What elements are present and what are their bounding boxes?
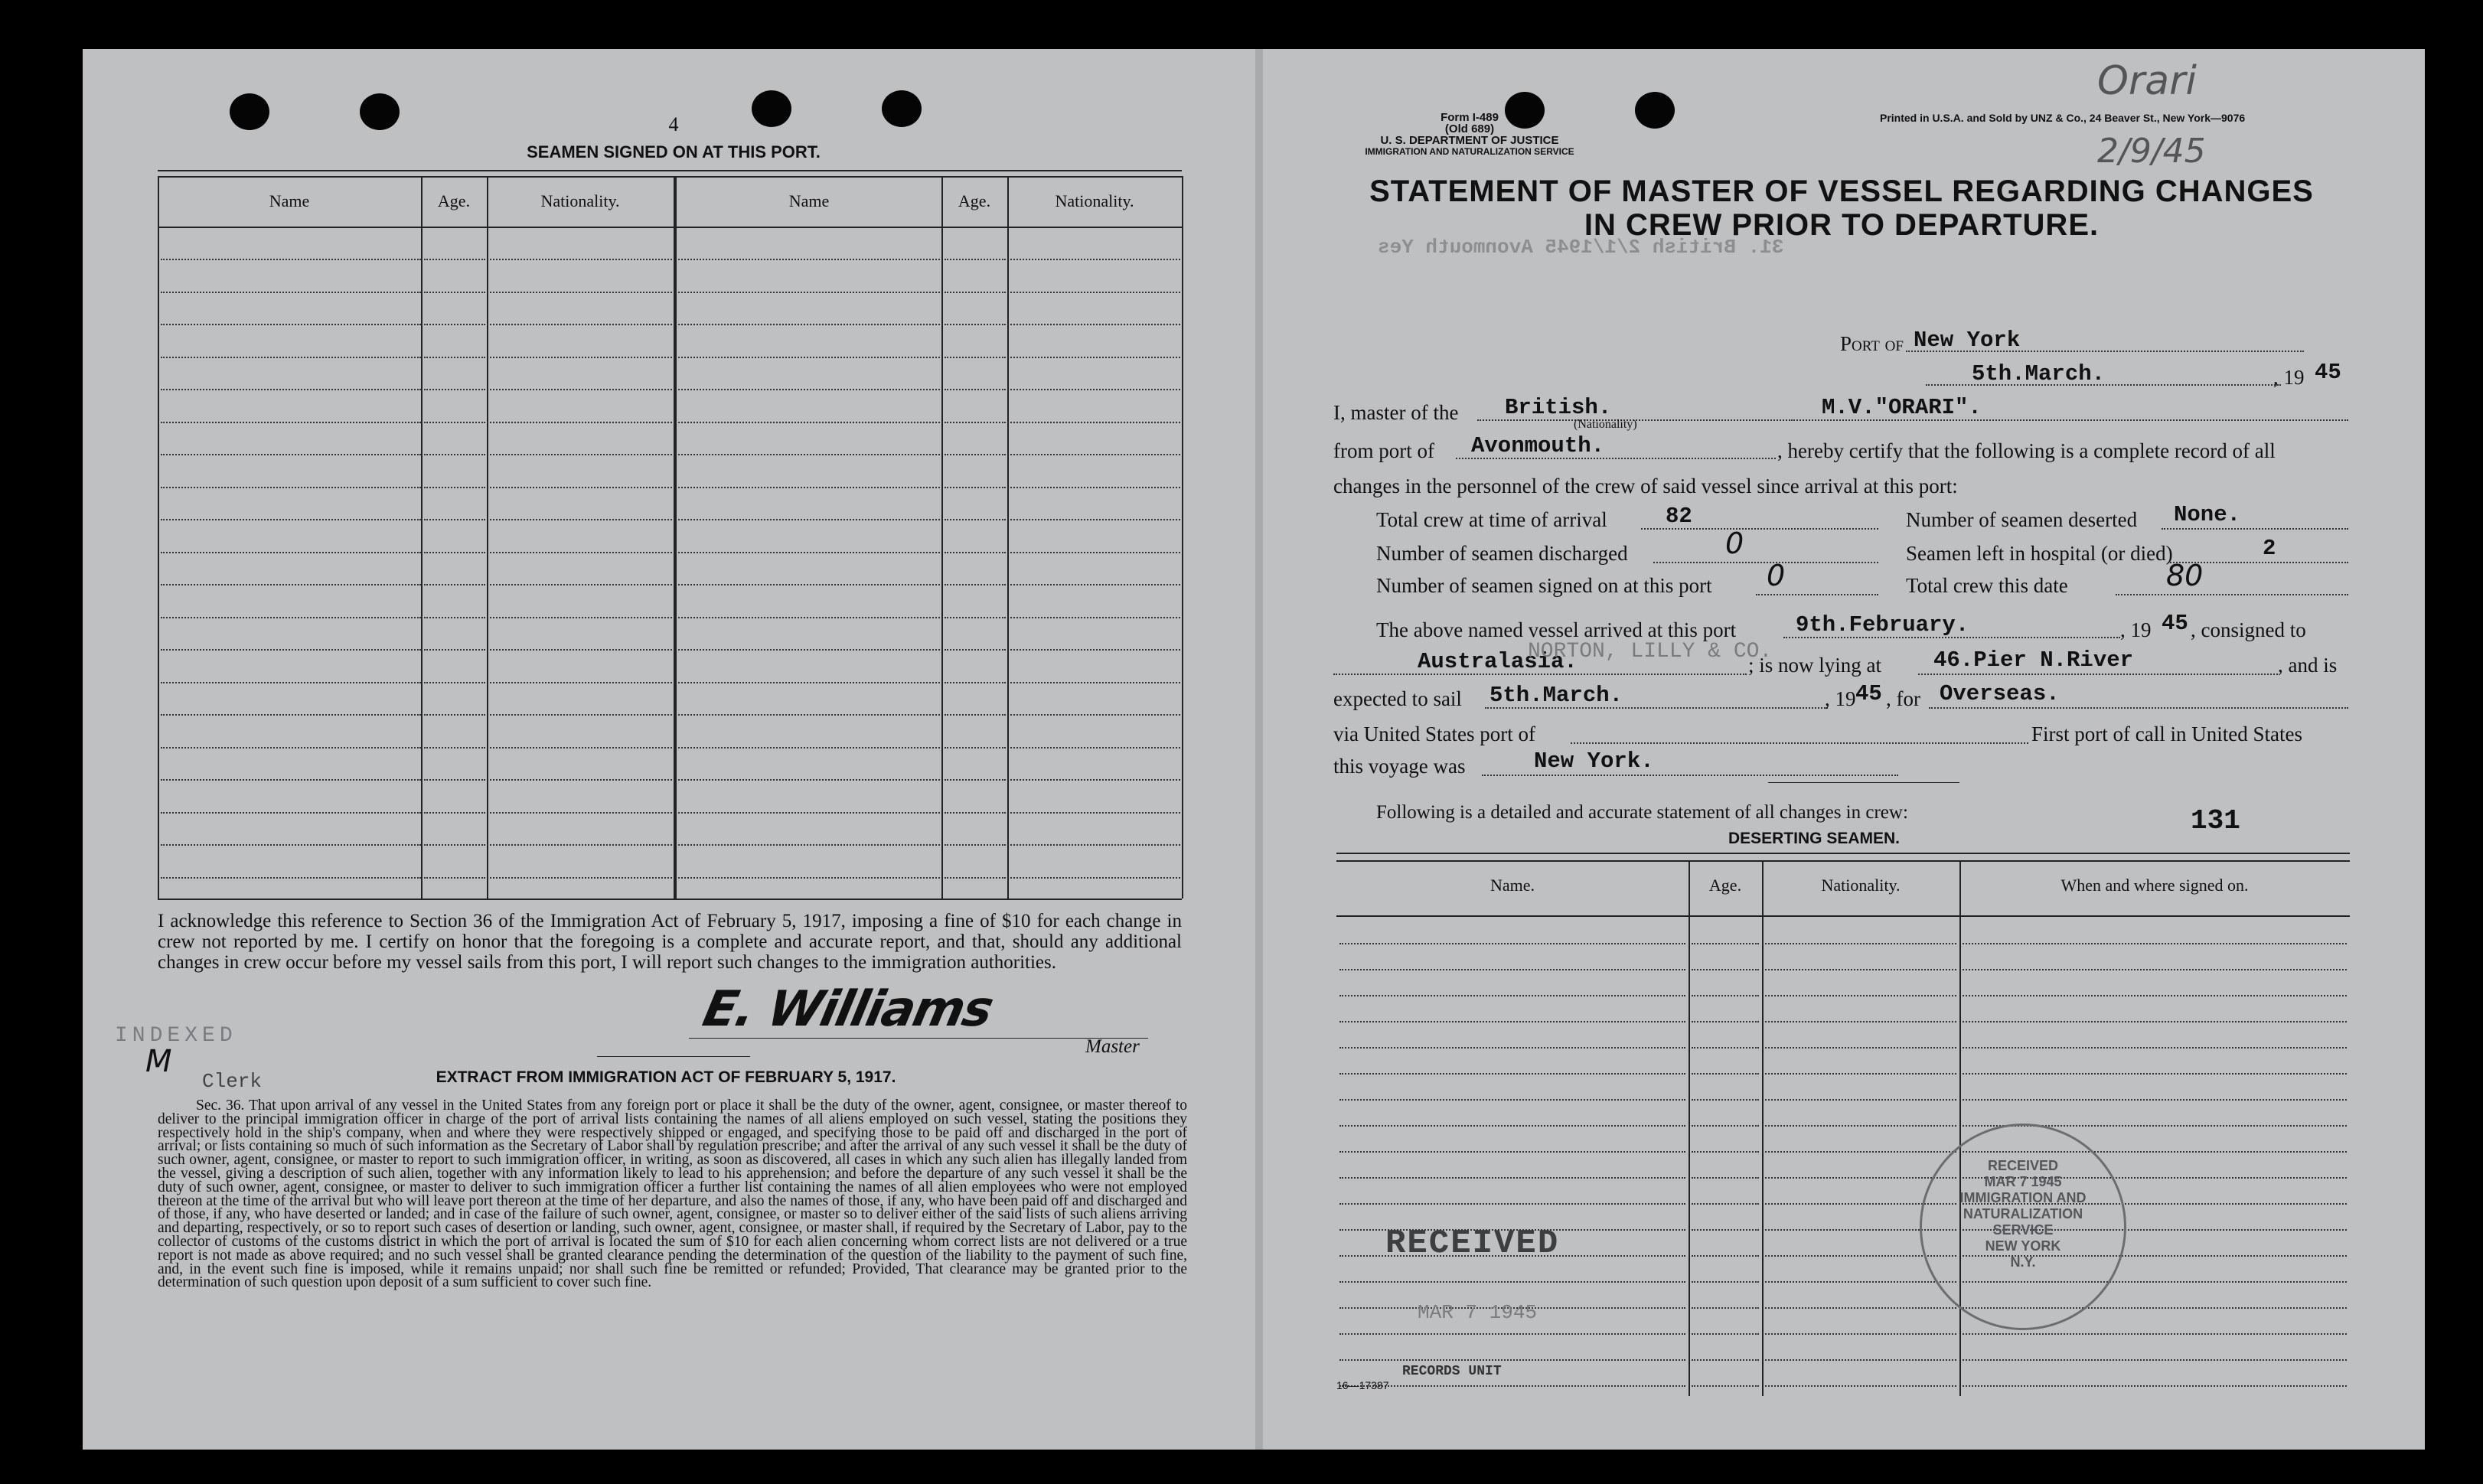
handwritten-date: 2/9/45 (2097, 132, 2206, 171)
form-title-line-2: IN CREW PRIOR TO DEPARTURE. (1584, 208, 2100, 242)
table-row-rule (424, 552, 485, 553)
table-row-rule (490, 682, 672, 683)
table-row-rule (1339, 1021, 1685, 1022)
table-row-rule (1692, 969, 1759, 970)
table-row-rule (678, 454, 940, 455)
master-of-label: I, master of the (1333, 401, 1459, 424)
table-row-rule (161, 779, 421, 781)
table-row-rule (490, 292, 672, 293)
table-row-rule (1692, 1307, 1759, 1309)
table-row-rule (1692, 995, 1759, 996)
table-row-rule (678, 292, 940, 293)
table-row-rule (1963, 1333, 2347, 1335)
table-row-rule (424, 357, 485, 358)
extract-text (158, 1099, 1187, 1290)
table-row-rule (424, 682, 485, 683)
hospital-value: 2 (2263, 536, 2276, 561)
table-row-rule (1963, 1073, 2347, 1075)
table-row-rule (1010, 357, 1180, 358)
table-row-rule (678, 877, 940, 879)
table-row-rule (490, 422, 672, 423)
table-row-rule (1692, 1047, 1759, 1049)
table-row-rule (1010, 389, 1180, 390)
table-row-rule (1692, 943, 1759, 944)
page-number: 4 (668, 113, 679, 135)
column-header-nationality-2: Nationality. (1055, 191, 1134, 210)
table-row-rule (1692, 1151, 1759, 1153)
table-row-rule (424, 812, 485, 814)
table-row-rule (490, 747, 672, 749)
punch-hole (1635, 92, 1675, 129)
table-row-rule (161, 747, 421, 749)
table-row-rule (1765, 1281, 1956, 1283)
section-label: Sec. 36. (196, 1098, 245, 1114)
changes-text: changes in the personnel of the crew of said vessel since arrival at this port: (1333, 475, 1958, 497)
table-row-rule (161, 812, 421, 814)
signed-on-value: 0 (1767, 559, 1786, 592)
arrived-year-prefix: , 19 (2120, 618, 2152, 641)
deserted-label: Number of seamen deserted (1906, 508, 2138, 531)
table-row-rule (161, 259, 421, 260)
extract-title: EXTRACT FROM IMMIGRATION ACT OF FEBRUARY 5, 1917. (436, 1068, 896, 1086)
discharged-label: Number of seamen discharged (1376, 542, 1628, 565)
table-row-rule (490, 877, 672, 879)
master-label: Master (1085, 1036, 1140, 1057)
table-row-rule (678, 552, 940, 553)
table-row-rule (1963, 1385, 2347, 1387)
table-row-rule (945, 844, 1006, 846)
table-row-rule (490, 324, 672, 325)
table-row-rule (945, 747, 1006, 749)
table-row-rule (490, 389, 672, 390)
punch-hole (882, 90, 922, 127)
table-row-rule (161, 357, 421, 358)
table-row-rule (1010, 812, 1180, 814)
table-row-rule (945, 682, 1006, 683)
table-row-rule (1963, 1099, 2347, 1101)
desert-column-nationality: Nationality. (1821, 876, 1901, 895)
certify-text: , hereby certify that the following is a complete record of all (1777, 439, 2276, 462)
table-row-rule (1692, 1333, 1759, 1335)
round-stamp-line: NEW YORK (1985, 1238, 2061, 1254)
arrived-year: 45 (2162, 611, 2188, 636)
total-crew-date-label: Total crew this date (1906, 574, 2068, 597)
table-row-rule (490, 617, 672, 618)
round-stamp-line: N.Y. (2010, 1254, 2036, 1270)
round-stamp-line: SERVICE (1992, 1222, 2054, 1238)
round-stamp-line: MAR 7 1945 (1984, 1174, 2062, 1189)
table-row-rule (161, 649, 421, 651)
via-label: via United States port of (1333, 722, 1535, 745)
table-row-rule (1339, 1177, 1685, 1179)
consignee-value: Australasia. (1418, 649, 1578, 674)
department: U. S. DEPARTMENT OF JUSTICE (1380, 134, 1559, 147)
clerk-stamp: Clerk (202, 1070, 263, 1093)
table-row-rule (1963, 943, 2347, 944)
acknowledgement-text: I acknowledge this reference to Section 36 of the Immigration Act of February 5, 1917, imposing a fine of $10 for each change in crew not reported by me. I certify on honor that the foregoing is a complete and accurate report, and that, should any additional changes in crew occur before my vessel sails from this port, I will report such changes to the immigration authorities. (158, 911, 1182, 973)
punch-hole (360, 93, 400, 130)
lying-value: 46.Pier N.River (1933, 647, 2134, 673)
table-row-rule (1010, 259, 1180, 260)
vessel-name: M.V."ORARI". (1822, 395, 1982, 420)
expected-year-prefix: , 19 (1825, 687, 1856, 710)
table-row-rule (678, 519, 940, 520)
table-row-rule (161, 877, 421, 879)
column-header-age-2: Age. (958, 191, 991, 210)
table-row-rule (678, 779, 940, 781)
table-row-rule (1963, 995, 2347, 996)
table-row-rule (490, 552, 672, 553)
table-row-rule (424, 747, 485, 749)
section-title: SEAMEN SIGNED ON AT THIS PORT. (527, 142, 821, 161)
signed-on-label: Number of seamen signed on at this port (1376, 574, 1712, 597)
table-row-rule (161, 487, 421, 488)
lying-label: ; is now lying at (1748, 654, 1881, 677)
records-unit-stamp: RECORDS UNIT (1402, 1364, 1502, 1379)
indexed-stamp: INDEXED (115, 1024, 237, 1048)
column-header-nationality: Nationality. (540, 191, 620, 210)
table-row-rule (161, 552, 421, 553)
table-row-rule (424, 487, 485, 488)
table-row-rule (678, 747, 940, 749)
table-row-rule (490, 357, 672, 358)
table-row-rule (424, 422, 485, 423)
year-value: 45 (2315, 360, 2341, 385)
table-row-rule (945, 454, 1006, 455)
form-old-number: (Old 689) (1444, 122, 1495, 135)
expected-label: expected to sail (1333, 687, 1462, 710)
table-row-rule (945, 259, 1006, 260)
table-row-rule (424, 877, 485, 879)
table-row-rule (678, 617, 940, 618)
table-row-rule (490, 584, 672, 585)
table-row-rule (490, 812, 672, 814)
table-row-rule (678, 487, 940, 488)
table-row-rule (1765, 1047, 1956, 1049)
table-row-rule (1765, 1073, 1956, 1075)
form-code: 16—17387 (1336, 1379, 1389, 1391)
received-date-stamp: MAR 7 1945 (1418, 1301, 1538, 1324)
table-row-rule (1339, 943, 1685, 944)
column-header-name: Name (269, 191, 310, 210)
table-row-rule (161, 682, 421, 683)
table-row-rule (1010, 779, 1180, 781)
table-row-rule (1765, 1359, 1956, 1361)
table-row-rule (490, 259, 672, 260)
agent-stamp: NORTON, LILLY & CO. (1528, 640, 1773, 664)
table-row-rule (945, 714, 1006, 716)
arrived-value: 9th.February. (1796, 612, 1969, 638)
table-row-rule (1010, 682, 1180, 683)
table-row-rule (945, 487, 1006, 488)
table-row-rule (945, 649, 1006, 651)
table-row-rule (1692, 1385, 1759, 1387)
port-of-label: Port of (1840, 332, 1904, 355)
table-row-rule (678, 259, 940, 260)
table-row-rule (1765, 943, 1956, 944)
deserting-title: DESERTING SEAMEN. (1728, 830, 1901, 847)
from-port-value: Avonmouth. (1471, 433, 1605, 458)
table-row-rule (424, 649, 485, 651)
column-header-age: Age. (437, 191, 471, 210)
table-row-rule (1765, 1021, 1956, 1022)
expected-year: 45 (1855, 681, 1882, 706)
table-row-rule (1692, 1099, 1759, 1101)
table-row-rule (490, 519, 672, 520)
deserted-value: None. (2174, 502, 2241, 527)
table-row-rule (1765, 1151, 1956, 1153)
table-row-rule (161, 389, 421, 390)
desert-column-age: Age. (1708, 876, 1742, 895)
table-row-rule (1765, 1307, 1956, 1309)
table-row-rule (678, 324, 940, 325)
table-row-rule (678, 714, 940, 716)
table-row-rule (424, 617, 485, 618)
for-label: , for (1886, 687, 1920, 710)
form-header (1317, 112, 1623, 158)
table-row-rule (490, 487, 672, 488)
table-row-rule (945, 292, 1006, 293)
table-row-rule (1692, 1281, 1759, 1283)
form-title-line-1: STATEMENT OF MASTER OF VESSEL REGARDING CHANGES (1369, 174, 2314, 208)
table-row-rule (1963, 1047, 2347, 1049)
table-row-rule (424, 584, 485, 585)
following-text: Following is a detailed and accurate statement of all changes in crew: (1376, 802, 1908, 823)
table-row-rule (1010, 454, 1180, 455)
total-crew-arrival-label: Total crew at time of arrival (1376, 508, 1607, 531)
round-receipt-stamp (1920, 1124, 2126, 1330)
table-row-rule (945, 519, 1006, 520)
arrived-label: The above named vessel arrived at this port (1376, 618, 1737, 641)
round-stamp-line: RECEIVED (1987, 1158, 2059, 1173)
first-port-label: First port of call in United States (2031, 722, 2302, 745)
table-row-rule (945, 584, 1006, 585)
consigned-label: , consigned to (2191, 618, 2306, 641)
table-row-rule (1010, 292, 1180, 293)
table-row-rule (161, 617, 421, 618)
discharged-value: 0 (1725, 527, 1744, 560)
table-row-rule (1765, 1385, 1956, 1387)
date-value: 5th.March. (1972, 361, 2106, 386)
table-row-rule (1963, 969, 2347, 970)
table-row-rule (424, 779, 485, 781)
table-row-rule (1010, 519, 1180, 520)
table-row-rule (945, 389, 1006, 390)
table-row-rule (945, 617, 1006, 618)
table-row-rule (1339, 969, 1685, 970)
table-row-rule (424, 389, 485, 390)
column-header-name-2: Name (788, 191, 830, 210)
table-row-rule (1339, 1333, 1685, 1335)
table-row-rule (1010, 714, 1180, 716)
table-row-rule (1339, 1281, 1685, 1283)
table-row-rule (490, 454, 672, 455)
table-row-rule (161, 844, 421, 846)
punch-hole (752, 90, 791, 127)
table-row-rule (1010, 552, 1180, 553)
table-row-rule (1010, 422, 1180, 423)
table-row-rule (1010, 617, 1180, 618)
table-row-rule (1765, 1333, 1956, 1335)
table-row-rule (945, 552, 1006, 553)
voyage-label: this voyage was (1333, 755, 1466, 778)
total-crew-date-value: 80 (2166, 559, 2204, 592)
page-count: 131 (2191, 805, 2240, 837)
table-row-rule (424, 292, 485, 293)
table-row-rule (424, 844, 485, 846)
table-row-rule (678, 649, 940, 651)
table-row-rule (424, 714, 485, 716)
table-row-rule (1692, 1229, 1759, 1231)
printer-note: Printed in U.S.A. and Sold by UNZ & Co., 24 Beaver St., New York—9076 (1880, 112, 2246, 124)
table-row-rule (424, 454, 485, 455)
table-row-rule (161, 584, 421, 585)
table-row-rule (1010, 747, 1180, 749)
hospital-label: Seamen left in hospital (or died) (1906, 542, 2173, 565)
table-row-rule (161, 714, 421, 716)
table-row-rule (1963, 1359, 2347, 1361)
table-row-rule (1692, 1177, 1759, 1179)
table-row-rule (424, 519, 485, 520)
table-row-rule (678, 812, 940, 814)
table-row-rule (1692, 1021, 1759, 1022)
table-row-rule (1339, 1151, 1685, 1153)
table-row-rule (161, 454, 421, 455)
table-row-rule (161, 422, 421, 423)
table-row-rule (678, 584, 940, 585)
table-row-rule (490, 844, 672, 846)
table-row-rule (424, 324, 485, 325)
table-row-rule (490, 649, 672, 651)
table-row-rule (945, 779, 1006, 781)
table-row-rule (1765, 1125, 1956, 1127)
table-row-rule (1692, 1203, 1759, 1205)
from-port-label: from port of (1333, 439, 1434, 462)
table-row-rule (161, 292, 421, 293)
clerk-initial: M (145, 1044, 172, 1079)
table-row-rule (945, 877, 1006, 879)
table-row-rule (1339, 1073, 1685, 1075)
desert-column-name: Name. (1489, 876, 1535, 895)
table-row-rule (1339, 1125, 1685, 1127)
table-row-rule (678, 389, 940, 390)
extract-body: That upon arrival of any vessel in the United States from any foreign port or place it shall be the duty of the owner, agent, consignee, or master thereof to deliver to the principal immigration officer in charge of the port of arrival lists containing the names of all aliens employed on such vessel, stating the positions they respectively hold in the ship's company, when and where they were respectively shipped or engaged, and specifying those to be paid off and discharged in the port of arrival; or lists containing so much of such information as the Secretary of Labor shall by regulation prescribe; and after the arrival of any such vessel it shall be the duty of such owner, agent, consignee, or master to report to such immigration officer, in writing, as soon as discovered, all cases in which any such alien has illegally landed from the vessel, giving a description of such alien, together with any information likely to lead to his apprehension; and before the departure of any such vessel it shall be the duty of such owner, agent, consignee, or master to deliver to such immigration officer a further list containing the names of all alien employees who were not employed thereon at the time of the arrival but who will leave port thereon at the time of her departure, and also the names of those, if any, who have been paid off and discharged and of those, if any, who have deserted or landed; and in case of the failure of such owner, agent, consignee, or master so to deliver either of the said lists of such aliens arriving and departing, respectively, or so to report such cases of desertion or landing, such owner, agent, consignee, or master shall, if required by the Secretary of Labor, pay to the collector of customs of the customs district in which the port of arrival is located the sum of $10 for each alien concerning whom correct lists are not delivered or a true report is not made as above required; and no such vessel shall be granted clearance pending the determination of the question of the liability to the payment of such fine, and, in the event such fine is imposed, while it remains unpaid; nor shall such fine be remitted or refunded; Provided, That clearance may be granted prior to the determination of such question upon deposit of a sum sufficient to cover such fine. (158, 1098, 1187, 1291)
table-row-rule (945, 357, 1006, 358)
table-row-rule (1963, 1021, 2347, 1022)
table-row-rule (945, 324, 1006, 325)
service: IMMIGRATION AND NATURALIZATION SERVICE (1365, 146, 1574, 157)
table-row-rule (1692, 1255, 1759, 1257)
handwritten-vessel-name: Orari (2097, 58, 2197, 104)
expected-value: 5th.March. (1489, 683, 1623, 708)
master-signature: E. Williams (698, 981, 997, 1038)
table-row-rule (945, 422, 1006, 423)
table-row-rule (424, 259, 485, 260)
table-row-rule (945, 812, 1006, 814)
table-row-rule (1010, 844, 1180, 846)
table-row-rule (1339, 1047, 1685, 1049)
round-stamp-line: NATURALIZATION (1963, 1206, 2083, 1221)
nationality-caption: (Nationality) (1574, 418, 1637, 431)
table-row-rule (1765, 995, 1956, 996)
year-prefix: , 19 (2273, 366, 2305, 389)
and-is-label: , and is (2278, 654, 2338, 677)
round-stamp-line: IMMIGRATION AND (1959, 1190, 2087, 1205)
table-row-rule (1339, 1099, 1685, 1101)
bleed-through-text: 31. British 2/1/1945 Avonmouth Yes (1378, 236, 1784, 259)
port-value: New York (1914, 328, 2021, 353)
desert-column-signed-on: When and where signed on. (2060, 876, 2249, 895)
for-value: Overseas. (1940, 681, 2060, 706)
received-stamp: RECEIVED (1385, 1225, 1560, 1263)
table-row-rule (1765, 969, 1956, 970)
table-row-rule (1339, 1385, 1685, 1387)
table-row-rule (1010, 324, 1180, 325)
table-row-rule (1010, 584, 1180, 585)
table-row-rule (161, 519, 421, 520)
table-row-rule (490, 714, 672, 716)
table-row-rule (678, 682, 940, 683)
table-row-rule (161, 324, 421, 325)
voyage-value: New York. (1534, 749, 1654, 774)
table-row-rule (1765, 1099, 1956, 1101)
table-row-rule (1339, 1203, 1685, 1205)
table-row-rule (490, 779, 672, 781)
table-row-rule (1692, 1073, 1759, 1075)
table-row-rule (1339, 1359, 1685, 1361)
table-row-rule (1339, 995, 1685, 996)
table-row-rule (1010, 487, 1180, 488)
form-number: Form I-489 (1441, 111, 1499, 124)
table-row-rule (1692, 1359, 1759, 1361)
table-row-rule (678, 422, 940, 423)
nationality-value: British. (1505, 395, 1612, 420)
punch-hole (230, 93, 269, 130)
table-row-rule (1010, 877, 1180, 879)
total-crew-arrival-value: 82 (1666, 504, 1692, 529)
table-row-rule (1692, 1125, 1759, 1127)
table-row-rule (678, 844, 940, 846)
table-row-rule (678, 357, 940, 358)
table-row-rule (1010, 649, 1180, 651)
page-fold (1255, 49, 1263, 1450)
